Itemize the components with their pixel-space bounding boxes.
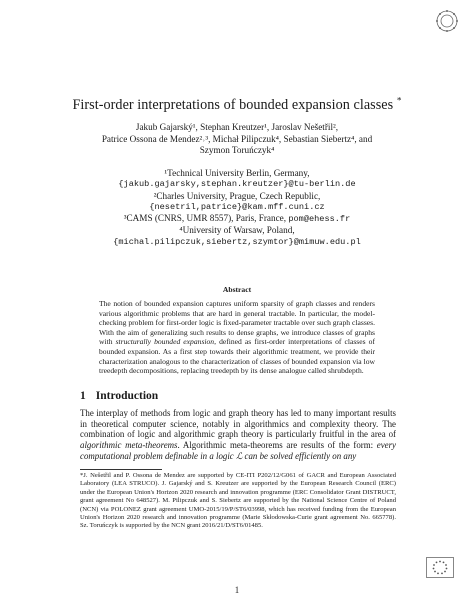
page-number: 1 — [234, 585, 240, 595]
title-footnote-mark: * — [396, 95, 402, 106]
affiliation-1-email: {jakub.gajarsky,stephan.kreutzer}@tu-berlin.de — [118, 179, 356, 190]
intro-emphasis: every computational problem definable in a logic ℒ can be solved efficiently on any — [80, 440, 396, 461]
intro-paragraph — [80, 408, 396, 462]
affiliation-3-email: pom@ehess.fr — [288, 214, 351, 225]
abstract-body — [99, 299, 375, 376]
affiliation-3 — [70, 213, 404, 225]
intro-text: . Algorithmic meta-theorems are results of the form: — [177, 440, 377, 451]
erc-logo-icon — [430, 8, 464, 34]
affiliation-2-email: {nesetril,patrice}@kam.mff.cuni.cz — [149, 201, 325, 212]
title-text: First-order interpretations of bounded expansion classes — [72, 97, 394, 113]
affiliation-2: ²Charles University, Prague, Czech Republic, — [153, 190, 321, 201]
affiliation-4-email: {michal.pilipczuk,siebertz,szymtor}@mimuw.edu.pl — [113, 236, 361, 247]
abstract-emphasis: structurally bounded expansion — [115, 337, 215, 347]
eu-flag-icon — [426, 557, 454, 578]
funding-footnote: *J. Nešetřil and P. Ossona de Mendez are supported by CE-ITI P202/12/G061 of GACR and European Associated Laboratory (LEA STRUCO). J. Gajarský and S. Kreutzer are supported by the European Research Council (ERC) under the European Union's Horizon 2020 research and innovation programme (ERC Consolidator Grant DISTRUCT, grant agreement No 648527). M. Pilipczuk and S. Siebertz are supported by the National Science Centre of Poland (NCN) via POLONEZ grant agreement UMO-2015/19/P/ST6/03998, which has received funding from the European Union's Horizon 2020 research and innovation programme (Marie Skłodowska-Curie grant agreement No. 665778). Sz. Toruńczyk is supported by the NCN grant 2016/21/D/ST6/01485. — [80, 472, 396, 530]
section-heading — [80, 390, 158, 402]
abstract-text: The notion of bounded expansion captures uniform sparsity of graph classes and renders various algorithmic problems that are hard in general tractable. In particular, the model-checking problem for first-order logic is fixed-parameter tractable over such graph classes. With the aim of generalizing such results to dense graphs, we introduce classes of graphs with — [99, 299, 375, 347]
abstract-text: , defined as first-order interpretations of classes of bounded expansion. As a first step towards their algorithmic treatment, we provide their characterization analogous to the characterization of classes of bounded expansion via low treedepth decompositions, replacing treedepth by its dense analogue called shrubdepth. — [99, 337, 375, 376]
intro-emphasis: algorithmic meta-theorems — [80, 440, 178, 451]
affiliation-1: ¹Technical University Berlin, Germany, — [164, 168, 310, 178]
author-list — [70, 122, 404, 157]
footnote-rule — [80, 469, 162, 470]
intro-text: The interplay of methods from logic and graph theory has led to many important results in theoretical computer science, notably in algorithmics and complexity theory. The combination of logic and algorithmic graph theory is particularly fruitful in the area of — [80, 408, 396, 440]
affiliation-3-name: ³CAMS (CNRS, UMR 8557), Paris, France, — [123, 213, 287, 224]
section-title: Introduction — [95, 390, 159, 402]
affiliation-4: ⁴University of Warsaw, Poland, — [179, 225, 295, 236]
section-number: 1 — [80, 390, 86, 402]
authors-line: Patrice Ossona de Mendez²˒³, Michał Pilipczuk⁴, Sebastian Siebertz⁴, and — [101, 133, 373, 144]
authors-line: Jakub Gajarský¹, Stephan Kreutzer¹, Jaroslav Nešetřil², — [135, 122, 339, 132]
affiliation-list — [70, 168, 404, 248]
abstract-heading: Abstract — [222, 285, 252, 294]
authors-line: Szymon Toruńczyk⁴ — [199, 145, 275, 155]
paper-title — [0, 97, 474, 114]
